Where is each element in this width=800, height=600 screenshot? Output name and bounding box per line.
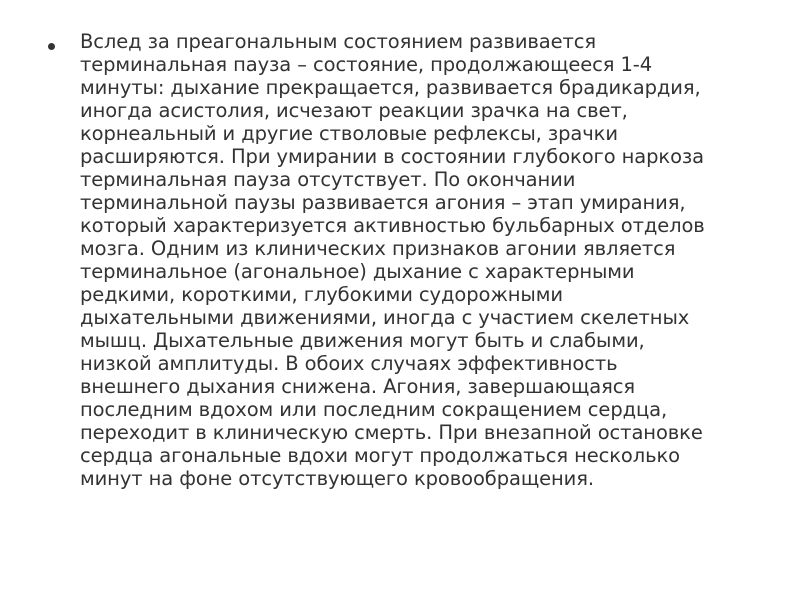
paragraph-line: терминальная пауза отсутствует. По окончании <box>80 168 576 191</box>
paragraph-line: дыхательными движениями, иногда с участием скелетных <box>80 306 690 329</box>
paragraph-line: терминальное (агональное) дыхание с характерными <box>80 260 635 283</box>
paragraph-line: который характеризуется активностью бульбарных отделов <box>80 214 705 237</box>
paragraph-line: последним вдохом или последним сокращением сердца, <box>80 398 668 421</box>
paragraph-line: минут на фоне отсутствующего кровообращения. <box>80 467 594 490</box>
bullet-paragraph <box>80 30 780 490</box>
paragraph-line: расширяются. При умирании в состоянии глубокого наркоза <box>80 145 705 168</box>
paragraph-line: корнеальный и другие стволовые рефлексы, зрачки <box>80 122 618 145</box>
paragraph-line: терминальной паузы развивается агония – этап умирания, <box>80 191 686 214</box>
paragraph-line: минуты: дыхание прекращается, развивается брадикардия, <box>80 76 701 99</box>
paragraph-line: мозга. Одним из клинических признаков агонии является <box>80 237 676 260</box>
paragraph-line: сердца агональные вдохи могут продолжаться несколько <box>80 444 681 467</box>
paragraph-line: мышц. Дыхательные движения могут быть и слабыми, <box>80 329 645 352</box>
paragraph-line: низкой амплитуды. В обоих случаях эффективность <box>80 352 618 375</box>
paragraph-line: редкими, короткими, глубокими судорожными <box>80 283 563 306</box>
bullet-point-icon <box>48 43 55 50</box>
paragraph-line: переходит в клиническую смерть. При внезапной остановке <box>80 421 703 444</box>
paragraph-line: Вслед за преагональным состоянием развивается <box>80 30 597 53</box>
paragraph-line: терминальная пауза – состояние, продолжающееся 1-4 <box>80 53 653 76</box>
paragraph-line: иногда асистолия, исчезают реакции зрачка на свет, <box>80 99 628 122</box>
paragraph-line: внешнего дыхания снижена. Агония, завершающаяся <box>80 375 635 398</box>
